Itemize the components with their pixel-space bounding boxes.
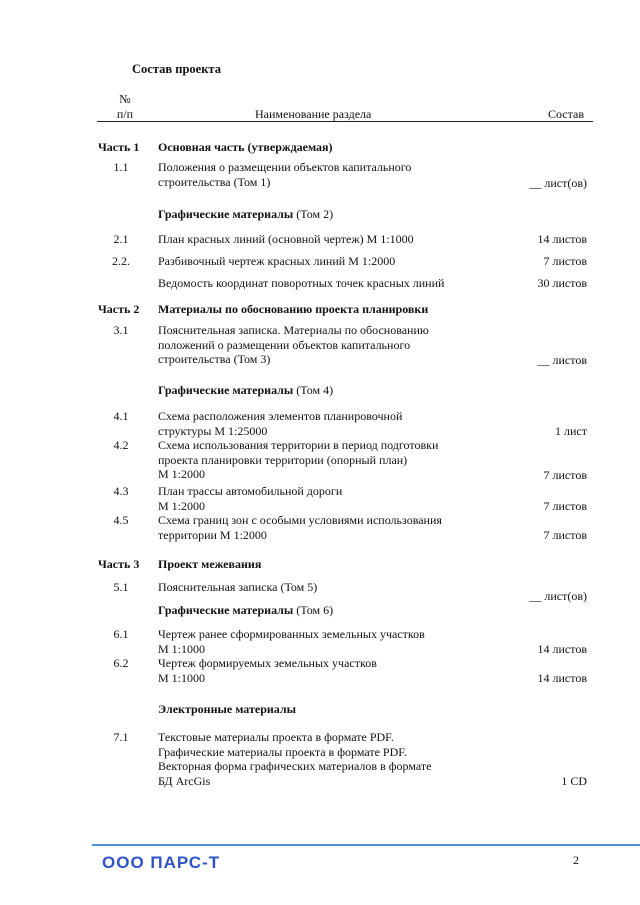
part-title: Материалы по обоснованию проекта планировки [158,302,429,316]
item-name: Разбивочный чертеж красных линий М 1:2000 [158,254,396,268]
item-number: 7.1 [113,730,129,744]
item-name: Чертеж формируемых земельных участков М 1:1000 [158,656,377,685]
item-count: __ лист(ов) [529,176,587,190]
item-number: 4.1 [113,409,129,423]
col-header-count: Состав [548,107,585,121]
item-name: Схема использования территории в период подготовки проекта планировки территории (опорный план) М 1:2000 [158,438,439,482]
item-count: 14 листов [537,642,587,656]
item-count: 7 листов [543,499,587,513]
part-title: Основная часть (утверждаемая) [158,140,333,154]
item-name: Ведомость координат поворотных точек красных линий [158,276,445,290]
volume-label: (Том 6) [293,603,334,617]
col-header-num: № п/п [116,92,134,121]
item-number: 6.2 [113,656,129,670]
item-number: 1.1 [113,160,129,174]
item-number: 4.2 [113,438,129,452]
item-name: Схема границ зон с особыми условиями использования территории М 1:2000 [158,513,442,542]
item-name: План трассы автомобильной дороги М 1:2000 [158,484,343,513]
item-count: 7 листов [543,528,587,542]
item-number: 4.5 [113,513,129,527]
item-count: 14 листов [537,671,587,685]
col-header-name: Наименование раздела [255,107,372,121]
item-name: Схема расположения элементов планировочной структуры М 1:25000 [158,409,403,438]
item-name: План красных линий (основной чертеж) М 1:1000 [158,232,414,246]
part-title: Проект межевания [158,557,262,571]
item-count: 1 CD [561,774,587,788]
item-number: 4.3 [113,484,129,498]
subsection-title: Графические материалы [158,383,294,397]
item-name: Положения о размещении объектов капитального строительства (Том 1) [158,160,412,189]
item-number: 6.1 [113,627,129,641]
volume-label: (Том 4) [293,383,334,397]
item-number: 2.1 [113,232,129,246]
header-divider [97,121,593,122]
item-name: Текстовые материалы проекта в формате PDF. Графические материалы проекта в формате PDF. Векторная форма графических материалов в формате БД ArcGis [158,730,432,788]
part-label: Часть 2 [98,302,140,316]
company-logo: ООО ПАРС-Т [102,853,221,872]
footer-divider [92,844,640,846]
item-count: 14 листов [537,232,587,246]
page-title: Состав проекта [132,62,221,76]
subsection-title: Электронные материалы [158,702,296,716]
item-count: 7 листов [543,468,587,482]
item-number: 5.1 [113,580,129,594]
part-label: Часть 3 [98,557,140,571]
item-count: __ лист(ов) [529,589,587,603]
part-label: Часть 1 [98,140,140,154]
volume-label: (Том 2) [293,207,334,221]
item-count: 1 лист [555,424,587,438]
page-number: 2 [573,853,579,867]
item-number: 3.1 [113,323,129,337]
item-name: Пояснительная записка. Материалы по обоснованию положений о размещении объектов капитального строительства (Том 3) [158,323,429,367]
subsection-title: Графические материалы [158,603,294,617]
item-name: Пояснительная записка (Том 5) [158,580,318,594]
item-count: 7 листов [543,254,587,268]
item-count: __ листов [537,353,587,367]
item-number: 2.2. [112,254,130,268]
subsection-title: Графические материалы [158,207,294,221]
item-name: Чертеж ранее сформированных земельных участков М 1:1000 [158,627,425,656]
item-count: 30 листов [537,276,587,290]
